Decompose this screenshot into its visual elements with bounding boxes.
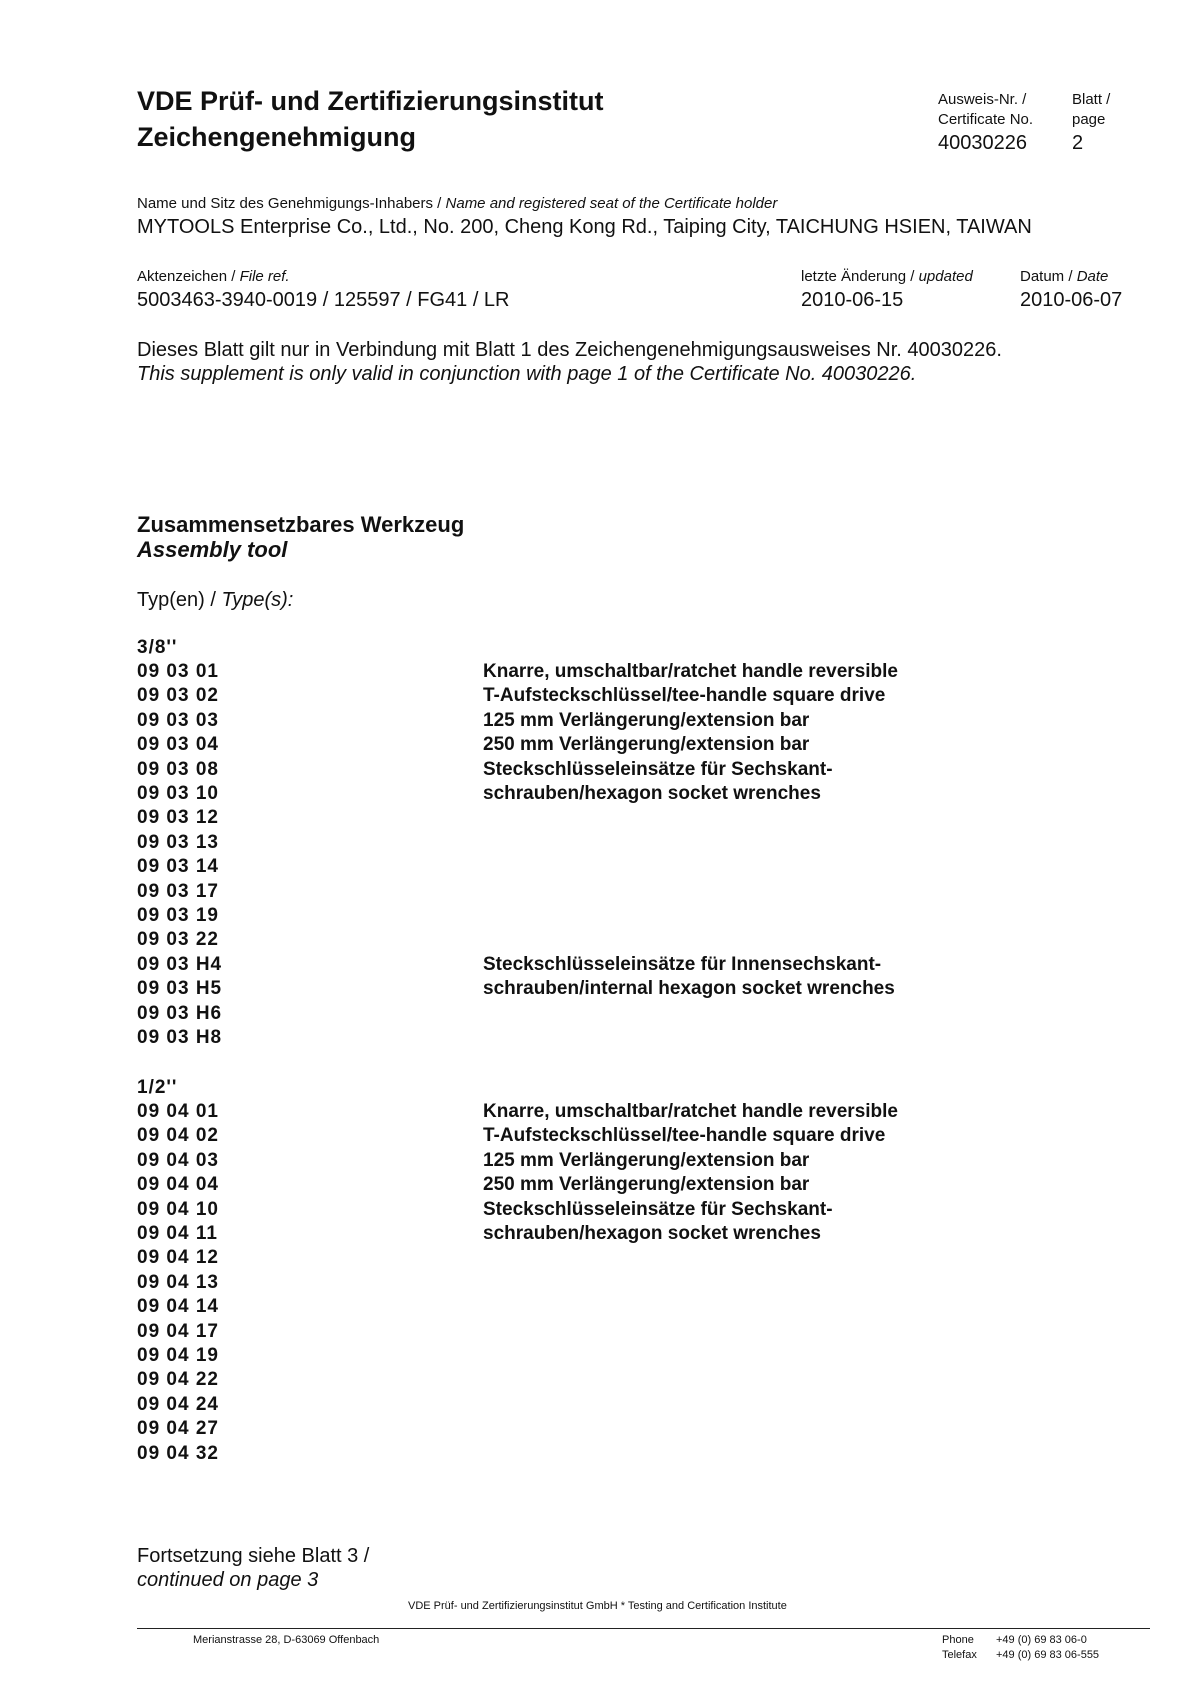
continuation-de: Fortsetzung siehe Blatt 3 / bbox=[137, 1545, 370, 1567]
type-description: Knarre, umschaltbar/ratchet handle reversible bbox=[483, 1101, 898, 1122]
types-label bbox=[137, 589, 293, 612]
date-value: 2010-06-07 bbox=[1020, 289, 1123, 311]
page-subtitle: Zeichengenehmigung bbox=[137, 122, 417, 152]
type-description: Knarre, umschaltbar/ratchet handle reversible bbox=[483, 661, 898, 682]
type-code: 09 03 22 bbox=[137, 929, 219, 951]
type-description: schrauben/hexagon socket wrenches bbox=[483, 1223, 821, 1244]
type-code: 09 04 04 bbox=[137, 1174, 219, 1196]
type-code: 09 03 10 bbox=[137, 783, 219, 804]
type-code: 09 03 19 bbox=[137, 905, 219, 926]
date-label-de: Datum / bbox=[1020, 268, 1073, 285]
type-description: 125 mm Verlängerung/extension bar bbox=[483, 1149, 810, 1171]
updated-label bbox=[801, 268, 973, 285]
page-label-en: page bbox=[1072, 111, 1106, 128]
type-code: 09 04 32 bbox=[137, 1442, 219, 1464]
holder-value: MYTOOLS Enterprise Co., Ltd., No. 200, Cheng Kong Rd., Taiping City, TAICHUNG HSIEN, TAIWAN bbox=[137, 216, 1032, 238]
group-heading-12: 1/2'' bbox=[137, 1077, 178, 1098]
updated-value: 2010-06-15 bbox=[801, 289, 904, 311]
cert-number: 40030226 bbox=[938, 132, 1027, 154]
group-heading-38: 3/8'' bbox=[137, 637, 178, 658]
type-code: 09 03 04 bbox=[137, 734, 219, 756]
type-code: 09 04 24 bbox=[137, 1393, 219, 1415]
footer-institute: VDE Prüf- und Zertifizierungsinstitut GmbH * Testing and Certification Institute bbox=[408, 1600, 787, 1612]
footer-fax-label: Telefax bbox=[942, 1649, 977, 1661]
type-code: 09 03 14 bbox=[137, 856, 219, 878]
type-code: 09 04 14 bbox=[137, 1296, 219, 1318]
type-code: 09 04 13 bbox=[137, 1271, 219, 1293]
type-description: schrauben/internal hexagon socket wrenches bbox=[483, 978, 895, 1000]
file-label-de: Aktenzeichen / bbox=[137, 268, 236, 285]
type-code: 09 04 19 bbox=[137, 1345, 219, 1366]
holder-label bbox=[137, 195, 777, 212]
type-code: 09 04 10 bbox=[137, 1198, 219, 1220]
type-code: 09 03 H6 bbox=[137, 1002, 223, 1024]
product-title-de: Zusammensetzbares Werkzeug bbox=[137, 512, 465, 537]
type-code: 09 03 02 bbox=[137, 685, 219, 707]
footer-phone-label: Phone bbox=[942, 1634, 974, 1646]
type-code: 09 03 17 bbox=[137, 880, 219, 902]
product-title-en: Assembly tool bbox=[137, 537, 288, 562]
type-code: 09 04 02 bbox=[137, 1125, 219, 1147]
type-code: 09 03 H5 bbox=[137, 978, 223, 1000]
file-label-en: File ref. bbox=[239, 268, 290, 285]
footer-phone: +49 (0) 69 83 06-0 bbox=[996, 1634, 1087, 1646]
date-label-en: Date bbox=[1076, 268, 1109, 285]
type-description: 250 mm Verlängerung/extension bar bbox=[483, 1174, 810, 1196]
type-description: T-Aufsteckschlüssel/tee-handle square drive bbox=[483, 1125, 886, 1147]
type-code: 09 04 01 bbox=[137, 1101, 219, 1122]
type-code: 09 04 03 bbox=[137, 1149, 219, 1171]
type-code: 09 03 H8 bbox=[137, 1027, 223, 1048]
footer-fax: +49 (0) 69 83 06-555 bbox=[996, 1649, 1100, 1661]
cert-label-en: Certificate No. bbox=[938, 111, 1034, 128]
holder-label-en: Name and registered seat of the Certificate holder bbox=[445, 195, 778, 212]
notice-de: Dieses Blatt gilt nur in Verbindung mit Blatt 1 des Zeichengenehmigungsausweises Nr. 40030226. bbox=[137, 339, 1002, 361]
types-label-en: Type(s): bbox=[221, 589, 294, 611]
type-code: 09 04 27 bbox=[137, 1418, 219, 1440]
file-value: 5003463-3940-0019 / 125597 / FG41 / LR bbox=[137, 289, 510, 311]
type-code: 09 03 01 bbox=[137, 661, 219, 682]
type-code: 09 04 17 bbox=[137, 1320, 219, 1342]
type-description: schrauben/hexagon socket wrenches bbox=[483, 783, 821, 804]
types-label-de: Typ(en) / bbox=[137, 589, 216, 611]
notice-en: This supplement is only valid in conjunction with page 1 of the Certificate No. 40030226. bbox=[137, 363, 917, 385]
type-description: T-Aufsteckschlüssel/tee-handle square drive bbox=[483, 685, 886, 707]
type-description: Steckschlüsseleinsätze für Sechskant- bbox=[483, 1198, 833, 1220]
page-number: 2 bbox=[1072, 132, 1084, 154]
type-description: 125 mm Verlängerung/extension bar bbox=[483, 709, 810, 731]
page-label-de: Blatt / bbox=[1072, 91, 1111, 108]
page-title: VDE Prüf- und Zertifizierungsinstitut bbox=[137, 86, 604, 116]
type-code: 09 04 12 bbox=[137, 1247, 219, 1269]
date-label bbox=[1020, 268, 1108, 285]
type-code: 09 03 08 bbox=[137, 758, 219, 780]
footer-divider bbox=[137, 1628, 1150, 1629]
type-description: Steckschlüsseleinsätze für Innensechskant- bbox=[483, 953, 882, 975]
type-code: 09 03 12 bbox=[137, 807, 219, 829]
footer-address: Merianstrasse 28, D-63069 Offenbach bbox=[193, 1634, 380, 1646]
updated-label-en: updated bbox=[918, 268, 973, 285]
type-code: 09 04 11 bbox=[137, 1223, 218, 1244]
type-code: 09 03 13 bbox=[137, 831, 219, 853]
type-code: 09 04 22 bbox=[137, 1369, 219, 1391]
continuation-en: continued on page 3 bbox=[137, 1569, 319, 1591]
type-description: Steckschlüsseleinsätze für Sechskant- bbox=[483, 758, 833, 780]
file-label bbox=[137, 268, 290, 285]
updated-label-de: letzte Änderung / bbox=[801, 268, 915, 285]
type-code: 09 03 03 bbox=[137, 709, 219, 731]
type-code: 09 03 H4 bbox=[137, 953, 223, 975]
type-description: 250 mm Verlängerung/extension bar bbox=[483, 734, 810, 756]
cert-label-de: Ausweis-Nr. / bbox=[938, 91, 1027, 108]
holder-label-de: Name und Sitz des Genehmigungs-Inhabers / bbox=[137, 195, 442, 212]
